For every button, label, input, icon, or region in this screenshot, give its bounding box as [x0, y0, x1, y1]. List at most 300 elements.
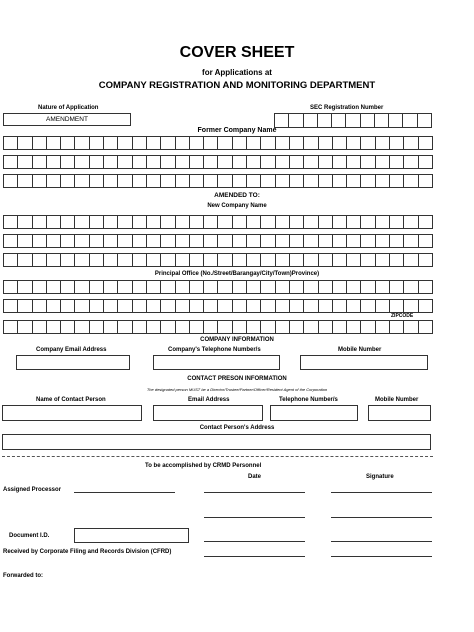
grid-cell[interactable] [75, 281, 89, 293]
grid-cell[interactable] [147, 156, 161, 168]
grid-cell[interactable] [104, 137, 118, 149]
grid-cell[interactable] [261, 254, 275, 266]
grid-cell[interactable] [361, 235, 375, 247]
grid-cell[interactable] [419, 175, 433, 187]
grid-cell[interactable] [376, 321, 390, 333]
grid-cell[interactable] [204, 156, 218, 168]
grid-cell[interactable] [204, 254, 218, 266]
grid-cell[interactable] [104, 156, 118, 168]
principal-office-grid-row-2[interactable] [3, 299, 433, 313]
grid-cell[interactable] [161, 321, 175, 333]
grid-cell[interactable] [176, 321, 190, 333]
grid-cell[interactable] [218, 321, 232, 333]
grid-cell[interactable] [218, 175, 232, 187]
grid-cell[interactable] [33, 254, 47, 266]
grid-cell[interactable] [4, 156, 18, 168]
grid-cell[interactable] [304, 254, 318, 266]
grid-cell[interactable] [347, 156, 361, 168]
grid-cell[interactable] [4, 300, 18, 312]
grid-cell[interactable] [133, 156, 147, 168]
grid-cell[interactable] [47, 156, 61, 168]
grid-cell[interactable] [118, 235, 132, 247]
grid-cell[interactable] [18, 321, 32, 333]
grid-cell[interactable] [33, 216, 47, 228]
grid-cell[interactable] [390, 281, 404, 293]
grid-cell[interactable] [90, 281, 104, 293]
grid-cell[interactable] [90, 156, 104, 168]
grid-cell[interactable] [147, 235, 161, 247]
grid-cell[interactable] [4, 321, 18, 333]
grid-cell[interactable] [276, 137, 290, 149]
grid-cell[interactable] [419, 137, 433, 149]
grid-cell[interactable] [361, 321, 375, 333]
grid-cell[interactable] [147, 300, 161, 312]
grid-cell[interactable] [319, 254, 333, 266]
grid-cell[interactable] [33, 281, 47, 293]
new-company-grid-row-3[interactable] [3, 253, 433, 267]
grid-cell[interactable] [4, 254, 18, 266]
processor-signature-line[interactable] [331, 492, 432, 493]
company-mobile-field[interactable] [300, 355, 428, 370]
grid-cell[interactable] [419, 281, 433, 293]
grid-cell[interactable] [75, 175, 89, 187]
grid-cell[interactable] [90, 300, 104, 312]
grid-cell[interactable] [361, 114, 375, 127]
grid-cell[interactable] [18, 175, 32, 187]
grid-cell[interactable] [290, 300, 304, 312]
grid-cell[interactable] [233, 300, 247, 312]
grid-cell[interactable] [361, 137, 375, 149]
grid-cell[interactable] [104, 216, 118, 228]
grid-cell[interactable] [218, 216, 232, 228]
grid-cell[interactable] [347, 281, 361, 293]
grid-cell[interactable] [404, 281, 418, 293]
grid-cell[interactable] [319, 235, 333, 247]
grid-cell[interactable] [61, 235, 75, 247]
grid-cell[interactable] [75, 300, 89, 312]
grid-cell[interactable] [361, 175, 375, 187]
grid-cell[interactable] [347, 321, 361, 333]
new-company-grid-row-2[interactable] [3, 234, 433, 248]
grid-cell[interactable] [333, 216, 347, 228]
grid-cell[interactable] [390, 137, 404, 149]
grid-cell[interactable] [333, 235, 347, 247]
grid-cell[interactable] [147, 321, 161, 333]
grid-cell[interactable] [319, 137, 333, 149]
grid-cell[interactable] [304, 235, 318, 247]
grid-cell[interactable] [218, 235, 232, 247]
grid-cell[interactable] [247, 254, 261, 266]
grid-cell[interactable] [47, 321, 61, 333]
grid-cell[interactable] [304, 281, 318, 293]
grid-cell[interactable] [247, 281, 261, 293]
grid-cell[interactable] [61, 216, 75, 228]
grid-cell[interactable] [390, 235, 404, 247]
grid-cell[interactable] [247, 300, 261, 312]
principal-office-grid-row-1[interactable] [3, 280, 433, 294]
grid-cell[interactable] [204, 281, 218, 293]
grid-cell[interactable] [118, 216, 132, 228]
grid-cell[interactable] [333, 281, 347, 293]
grid-cell[interactable] [290, 281, 304, 293]
grid-cell[interactable] [4, 137, 18, 149]
grid-cell[interactable] [347, 137, 361, 149]
grid-cell[interactable] [118, 281, 132, 293]
grid-cell[interactable] [319, 321, 333, 333]
grid-cell[interactable] [290, 175, 304, 187]
grid-cell[interactable] [276, 281, 290, 293]
grid-cell[interactable] [290, 235, 304, 247]
grid-cell[interactable] [376, 300, 390, 312]
grid-cell[interactable] [290, 156, 304, 168]
grid-cell[interactable] [33, 321, 47, 333]
new-company-grid-row-1[interactable] [3, 215, 433, 229]
grid-cell[interactable] [104, 281, 118, 293]
grid-cell[interactable] [333, 156, 347, 168]
grid-cell[interactable] [289, 114, 303, 127]
grid-cell[interactable] [333, 321, 347, 333]
grid-cell[interactable] [161, 156, 175, 168]
grid-cell[interactable] [147, 281, 161, 293]
grid-cell[interactable] [90, 175, 104, 187]
company-email-field[interactable] [16, 355, 130, 370]
grid-cell[interactable] [376, 281, 390, 293]
grid-cell[interactable] [61, 300, 75, 312]
row2-signature-line[interactable] [331, 517, 432, 518]
grid-cell[interactable] [361, 156, 375, 168]
grid-cell[interactable] [161, 175, 175, 187]
grid-cell[interactable] [75, 137, 89, 149]
grid-cell[interactable] [304, 156, 318, 168]
grid-cell[interactable] [190, 175, 204, 187]
grid-cell[interactable] [347, 216, 361, 228]
grid-cell[interactable] [304, 114, 318, 127]
grid-cell[interactable] [404, 137, 418, 149]
grid-cell[interactable] [304, 300, 318, 312]
grid-cell[interactable] [247, 235, 261, 247]
grid-cell[interactable] [389, 114, 403, 127]
former-company-grid-row-1[interactable] [3, 136, 433, 150]
cfrd-date-line[interactable] [204, 556, 305, 557]
grid-cell[interactable] [347, 300, 361, 312]
grid-cell[interactable] [161, 216, 175, 228]
grid-cell[interactable] [176, 235, 190, 247]
grid-cell[interactable] [247, 216, 261, 228]
grid-cell[interactable] [33, 156, 47, 168]
grid-cell[interactable] [404, 235, 418, 247]
grid-cell[interactable] [204, 235, 218, 247]
grid-cell[interactable] [261, 235, 275, 247]
grid-cell[interactable] [118, 300, 132, 312]
grid-cell[interactable] [204, 300, 218, 312]
grid-cell[interactable] [47, 235, 61, 247]
cfrd-signature-line[interactable] [331, 556, 432, 557]
grid-cell[interactable] [276, 254, 290, 266]
grid-cell[interactable] [147, 175, 161, 187]
grid-cell[interactable] [346, 114, 360, 127]
grid-cell[interactable] [390, 300, 404, 312]
grid-cell[interactable] [419, 254, 433, 266]
grid-cell[interactable] [190, 281, 204, 293]
grid-cell[interactable] [376, 156, 390, 168]
grid-cell[interactable] [118, 321, 132, 333]
document-date-line[interactable] [204, 541, 305, 542]
grid-cell[interactable] [390, 156, 404, 168]
grid-cell[interactable] [375, 114, 389, 127]
row2-date-line[interactable] [204, 517, 305, 518]
grid-cell[interactable] [419, 156, 433, 168]
grid-cell[interactable] [176, 300, 190, 312]
grid-cell[interactable] [176, 216, 190, 228]
grid-cell[interactable] [218, 156, 232, 168]
grid-cell[interactable] [304, 216, 318, 228]
grid-cell[interactable] [104, 254, 118, 266]
grid-cell[interactable] [104, 175, 118, 187]
former-company-grid-row-2[interactable] [3, 155, 433, 169]
grid-cell[interactable] [347, 235, 361, 247]
grid-cell[interactable] [261, 321, 275, 333]
grid-cell[interactable] [90, 235, 104, 247]
grid-cell[interactable] [104, 321, 118, 333]
nature-of-application-field[interactable]: AMENDMENT [3, 113, 131, 126]
grid-cell[interactable] [376, 254, 390, 266]
grid-cell[interactable] [18, 300, 32, 312]
grid-cell[interactable] [218, 254, 232, 266]
grid-cell[interactable] [276, 175, 290, 187]
grid-cell[interactable] [333, 254, 347, 266]
grid-cell[interactable] [104, 235, 118, 247]
grid-cell[interactable] [133, 321, 147, 333]
grid-cell[interactable] [347, 254, 361, 266]
grid-cell[interactable] [204, 137, 218, 149]
grid-cell[interactable] [233, 156, 247, 168]
grid-cell[interactable] [418, 114, 432, 127]
grid-cell[interactable] [90, 254, 104, 266]
grid-cell[interactable] [361, 300, 375, 312]
grid-cell[interactable] [419, 235, 433, 247]
grid-cell[interactable] [319, 156, 333, 168]
grid-cell[interactable] [404, 254, 418, 266]
grid-cell[interactable] [18, 254, 32, 266]
grid-cell[interactable] [319, 175, 333, 187]
grid-cell[interactable] [319, 281, 333, 293]
grid-cell[interactable] [390, 216, 404, 228]
grid-cell[interactable] [261, 156, 275, 168]
grid-cell[interactable] [290, 137, 304, 149]
grid-cell[interactable] [133, 300, 147, 312]
grid-cell[interactable] [33, 175, 47, 187]
contact-name-field[interactable] [2, 405, 142, 421]
grid-cell[interactable] [276, 216, 290, 228]
grid-cell[interactable] [404, 216, 418, 228]
grid-cell[interactable] [90, 137, 104, 149]
grid-cell[interactable] [18, 235, 32, 247]
grid-cell[interactable] [104, 300, 118, 312]
grid-cell[interactable] [376, 216, 390, 228]
grid-cell[interactable] [190, 156, 204, 168]
grid-cell[interactable] [404, 175, 418, 187]
grid-cell[interactable] [18, 137, 32, 149]
grid-cell[interactable] [176, 281, 190, 293]
grid-cell[interactable] [333, 175, 347, 187]
grid-cell[interactable] [90, 321, 104, 333]
grid-cell[interactable] [204, 216, 218, 228]
grid-cell[interactable] [176, 137, 190, 149]
grid-cell[interactable] [204, 175, 218, 187]
grid-cell[interactable] [390, 321, 404, 333]
contact-phone-field[interactable] [270, 405, 358, 421]
grid-cell[interactable] [261, 137, 275, 149]
grid-cell[interactable] [18, 281, 32, 293]
contact-address-field[interactable] [2, 434, 431, 450]
grid-cell[interactable] [261, 216, 275, 228]
grid-cell[interactable] [319, 300, 333, 312]
grid-cell[interactable] [333, 137, 347, 149]
grid-cell[interactable] [233, 235, 247, 247]
grid-cell[interactable] [233, 321, 247, 333]
grid-cell[interactable] [218, 281, 232, 293]
grid-cell[interactable] [347, 175, 361, 187]
grid-cell[interactable] [376, 137, 390, 149]
company-phone-field[interactable] [153, 355, 280, 370]
grid-cell[interactable] [233, 281, 247, 293]
grid-cell[interactable] [247, 156, 261, 168]
grid-cell[interactable] [61, 254, 75, 266]
grid-cell[interactable] [403, 114, 417, 127]
grid-cell[interactable] [247, 175, 261, 187]
grid-cell[interactable] [147, 137, 161, 149]
grid-cell[interactable] [147, 254, 161, 266]
grid-cell[interactable] [176, 175, 190, 187]
assigned-processor-line[interactable] [74, 492, 175, 493]
contact-email-field[interactable] [153, 405, 263, 421]
grid-cell[interactable] [133, 216, 147, 228]
grid-cell[interactable] [276, 300, 290, 312]
grid-cell[interactable] [61, 156, 75, 168]
grid-cell[interactable] [419, 321, 433, 333]
grid-cell[interactable] [390, 175, 404, 187]
grid-cell[interactable] [290, 321, 304, 333]
grid-cell[interactable] [161, 300, 175, 312]
grid-cell[interactable] [61, 175, 75, 187]
grid-cell[interactable] [318, 114, 332, 127]
grid-cell[interactable] [47, 281, 61, 293]
grid-cell[interactable] [333, 300, 347, 312]
grid-cell[interactable] [133, 235, 147, 247]
grid-cell[interactable] [233, 137, 247, 149]
former-company-grid-row-3[interactable] [3, 174, 433, 188]
grid-cell[interactable] [161, 281, 175, 293]
grid-cell[interactable] [118, 156, 132, 168]
grid-cell[interactable] [275, 114, 289, 127]
grid-cell[interactable] [75, 235, 89, 247]
grid-cell[interactable] [4, 216, 18, 228]
grid-cell[interactable] [376, 175, 390, 187]
grid-cell[interactable] [190, 254, 204, 266]
grid-cell[interactable] [376, 235, 390, 247]
grid-cell[interactable] [118, 175, 132, 187]
grid-cell[interactable] [261, 281, 275, 293]
grid-cell[interactable] [4, 175, 18, 187]
grid-cell[interactable] [247, 321, 261, 333]
grid-cell[interactable] [218, 137, 232, 149]
grid-cell[interactable] [261, 300, 275, 312]
processor-date-line[interactable] [204, 492, 305, 493]
grid-cell[interactable] [261, 175, 275, 187]
grid-cell[interactable] [233, 216, 247, 228]
grid-cell[interactable] [47, 137, 61, 149]
grid-cell[interactable] [176, 254, 190, 266]
grid-cell[interactable] [290, 254, 304, 266]
contact-mobile-field[interactable] [368, 405, 431, 421]
grid-cell[interactable] [390, 254, 404, 266]
grid-cell[interactable] [118, 137, 132, 149]
grid-cell[interactable] [304, 137, 318, 149]
grid-cell[interactable] [218, 300, 232, 312]
document-id-field[interactable] [74, 528, 189, 543]
grid-cell[interactable] [75, 254, 89, 266]
grid-cell[interactable] [133, 281, 147, 293]
grid-cell[interactable] [419, 216, 433, 228]
grid-cell[interactable] [161, 235, 175, 247]
grid-cell[interactable] [18, 156, 32, 168]
grid-cell[interactable] [47, 254, 61, 266]
grid-cell[interactable] [332, 114, 346, 127]
grid-cell[interactable] [118, 254, 132, 266]
grid-cell[interactable] [147, 216, 161, 228]
grid-cell[interactable] [247, 137, 261, 149]
grid-cell[interactable] [361, 254, 375, 266]
grid-cell[interactable] [404, 321, 418, 333]
grid-cell[interactable] [47, 216, 61, 228]
document-signature-line[interactable] [331, 541, 432, 542]
grid-cell[interactable] [276, 156, 290, 168]
grid-cell[interactable] [404, 156, 418, 168]
grid-cell[interactable] [133, 137, 147, 149]
grid-cell[interactable] [290, 216, 304, 228]
grid-cell[interactable] [90, 216, 104, 228]
grid-cell[interactable] [33, 300, 47, 312]
grid-cell[interactable] [61, 281, 75, 293]
grid-cell[interactable] [4, 281, 18, 293]
grid-cell[interactable] [190, 321, 204, 333]
grid-cell[interactable] [33, 235, 47, 247]
grid-cell[interactable] [190, 216, 204, 228]
grid-cell[interactable] [133, 175, 147, 187]
grid-cell[interactable] [204, 321, 218, 333]
grid-cell[interactable] [75, 321, 89, 333]
grid-cell[interactable] [61, 321, 75, 333]
grid-cell[interactable] [233, 175, 247, 187]
grid-cell[interactable] [319, 216, 333, 228]
grid-cell[interactable] [176, 156, 190, 168]
grid-cell[interactable] [404, 300, 418, 312]
grid-cell[interactable] [276, 235, 290, 247]
grid-cell[interactable] [190, 300, 204, 312]
sec-registration-grid[interactable] [274, 113, 432, 128]
grid-cell[interactable] [190, 235, 204, 247]
grid-cell[interactable] [33, 137, 47, 149]
grid-cell[interactable] [304, 175, 318, 187]
grid-cell[interactable] [75, 216, 89, 228]
grid-cell[interactable] [361, 281, 375, 293]
grid-cell[interactable] [190, 137, 204, 149]
grid-cell[interactable] [161, 254, 175, 266]
grid-cell[interactable] [304, 321, 318, 333]
grid-cell[interactable] [133, 254, 147, 266]
grid-cell[interactable] [361, 216, 375, 228]
grid-cell[interactable] [419, 300, 433, 312]
